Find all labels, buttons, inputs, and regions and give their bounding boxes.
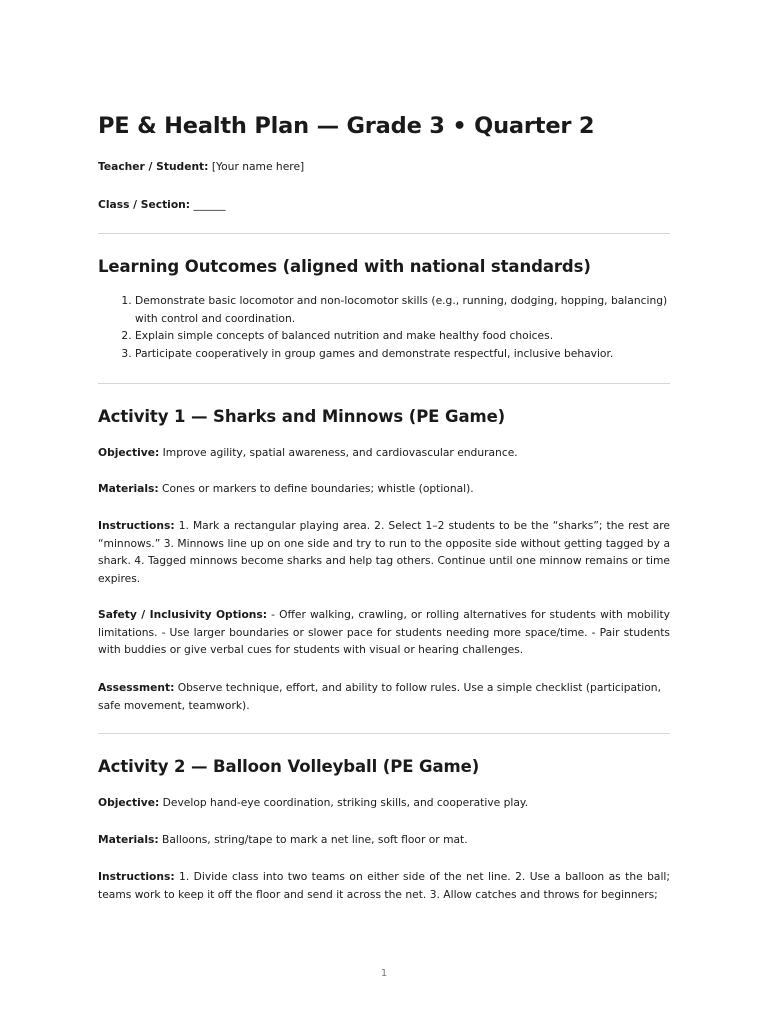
class-value: ______: [190, 198, 226, 211]
outcome-item: 3. Participate cooperatively in group games and demonstrate respectful, inclusive behavior.: [135, 345, 670, 363]
outcomes-list: [98, 292, 670, 362]
safety-label: Safety / Inclusivity Options:: [98, 608, 268, 621]
section-divider: [98, 233, 670, 234]
instructions-label: Instructions:: [98, 870, 175, 883]
activity2-heading: Activity 2 — Balloon Volleyball (PE Game): [98, 757, 480, 776]
activity1-assessment: [98, 679, 670, 714]
objective-label: Objective:: [98, 446, 160, 459]
activity2-instructions: [98, 868, 670, 903]
instructions-label: Instructions:: [98, 519, 175, 532]
section-divider: [98, 383, 670, 384]
section-divider: [98, 733, 670, 734]
teacher-value: [Your name here]: [208, 160, 305, 173]
activity1-safety: [98, 606, 670, 659]
page-number: 1: [380, 968, 388, 979]
instructions-text: 1. Mark a rectangular playing area. 2. Select 1–2 students to be the “sharks”; the rest are “minnows.” 3. Minnows line up on one side and try to run to the opposite side without getting tagged by a shark. 4. Tagged minnows become sharks and help tag others. Continue until one minnow remains or time expires.: [98, 519, 670, 585]
materials-text: Cones or markers to define boundaries; whistle (optional).: [158, 482, 474, 495]
activity1-objective: [98, 444, 670, 462]
objective-label: Objective:: [98, 796, 160, 809]
materials-label: Materials:: [98, 482, 159, 495]
objective-text: Develop hand-eye coordination, striking skills, and cooperative play.: [159, 796, 529, 809]
activity1-materials: [98, 480, 670, 498]
activity1-heading: Activity 1 — Sharks and Minnows (PE Game): [98, 407, 506, 426]
class-label: Class / Section:: [98, 198, 191, 211]
teacher-label: Teacher / Student:: [98, 160, 209, 173]
objective-text: Improve agility, spatial awareness, and cardiovascular endurance.: [159, 446, 518, 459]
outcome-item: 2. Explain simple concepts of balanced nutrition and make healthy food choices.: [135, 327, 670, 345]
assessment-text: Observe technique, effort, and ability to follow rules. Use a simple checklist (participation, safe movement, teamwork).: [98, 681, 661, 712]
assessment-label: Assessment:: [98, 681, 175, 694]
materials-text: Balloons, string/tape to mark a net line, soft floor or mat.: [158, 833, 468, 846]
activity2-materials: [98, 831, 670, 849]
outcomes-heading: Learning Outcomes (aligned with national standards): [98, 257, 591, 276]
safety-text: - Offer walking, crawling, or rolling alternatives for students with mobility limitations. - Use larger boundaries or slower pace for students needing more space/time. - Pair students with buddies or give verbal cues for students with visual or hearing challenges.: [98, 608, 670, 657]
materials-label: Materials:: [98, 833, 159, 846]
activity2-objective: [98, 794, 670, 812]
outcome-item: 1. Demonstrate basic locomotor and non-locomotor skills (e.g., running, dodging, hopping, balancing) with control and coordination.: [135, 292, 670, 327]
page-title: PE & Health Plan — Grade 3 • Quarter 2: [98, 113, 595, 139]
class-line: [98, 196, 670, 214]
teacher-line: [98, 158, 670, 176]
instructions-text: 1. Divide class into two teams on either side of the net line. 2. Use a balloon as the ball; teams work to keep it off the floor and send it across the net. 3. Allow catches and throws for beginners;: [98, 870, 670, 901]
activity1-instructions: [98, 517, 670, 587]
